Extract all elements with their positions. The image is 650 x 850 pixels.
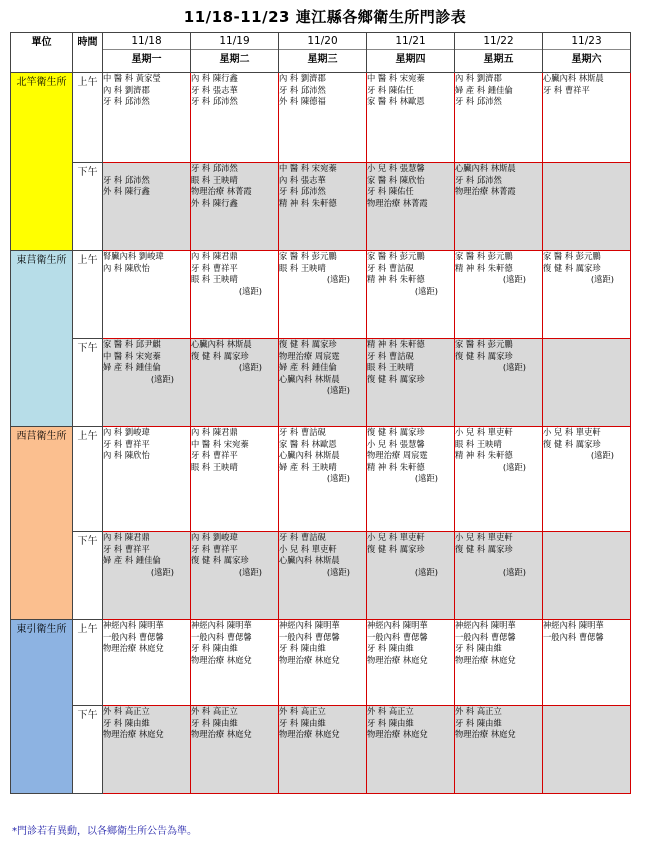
clinic-cell — [543, 339, 631, 427]
clinic-entry: 小 兒 科 單吏軒 — [367, 532, 425, 542]
clinic-entry: 物理治療 林庭兌 — [455, 729, 516, 740]
health-center-name: 東引衛生所 — [11, 620, 73, 794]
clinic-entry: 外 科 高正立 — [191, 706, 238, 716]
day-date: 11/23 — [543, 33, 630, 50]
clinic-entry: 外 科 高正立 — [279, 706, 326, 716]
schedule-row — [11, 427, 631, 532]
clinic-cell — [191, 427, 279, 532]
clinic-cell — [191, 251, 279, 339]
period-morning: 上午 — [73, 620, 103, 706]
clinic-entry: 物理治療 周宸霆 — [367, 450, 428, 461]
health-center-name: 東莒衛生所 — [11, 251, 73, 427]
clinic-entry: 小 兒 科 張慧馨 — [367, 438, 425, 449]
clinic-cell — [543, 251, 631, 339]
clinic-entry: 一般內科 曹偲馨 — [279, 631, 340, 642]
remote-note: (遠距) — [502, 362, 526, 373]
period-morning: 上午 — [73, 251, 103, 339]
clinic-entry: 一般內科 曹偲馨 — [455, 631, 516, 642]
clinic-entry: 外 科 陳行鑫 — [103, 186, 150, 197]
remote-note: (遠距) — [502, 461, 526, 472]
clinic-entry: 家 醫 科 邱尹麒 — [103, 339, 161, 349]
clinic-entry: 復 健 科 厲家珍 — [367, 543, 425, 554]
clinic-cell — [543, 73, 631, 163]
remote-note: (遠距) — [502, 566, 526, 577]
period-morning: 上午 — [73, 427, 103, 532]
period-afternoon: 下午 — [73, 339, 103, 427]
clinic-entry: 牙 科 陳由維 — [455, 717, 502, 728]
clinic-cell — [279, 620, 367, 706]
clinic-entry: 內 科 張志華 — [279, 174, 326, 185]
clinic-cell — [455, 73, 543, 163]
clinic-entry: 精 神 科 朱軒德 — [367, 461, 425, 472]
clinic-entry: 內 科 陳行鑫 — [191, 73, 238, 83]
clinic-entry: 一般內科 曹偲馨 — [543, 631, 604, 642]
clinic-entry: 牙 科 邱沛然 — [455, 174, 502, 185]
clinic-entry: 物理治療 林菁霞 — [367, 197, 428, 208]
clinic-entry: 一般內科 曹偲馨 — [191, 631, 252, 642]
clinic-entry: 眼 科 王映晴 — [367, 362, 414, 373]
header-row — [11, 33, 631, 73]
clinic-entry: 牙 科 邱沛然 — [103, 174, 150, 185]
clinic-cell — [367, 339, 455, 427]
clinic-entry: 物理治療 林庭兌 — [367, 654, 428, 665]
day-header — [191, 33, 279, 73]
clinic-entry: 家 醫 科 彭元鵬 — [455, 339, 513, 349]
clinic-cell — [191, 620, 279, 706]
clinic-entry: 物理治療 林菁霞 — [191, 186, 252, 197]
clinic-cell — [367, 251, 455, 339]
clinic-entry: 婦 產 科 鍾佳倫 — [455, 84, 513, 95]
clinic-entry: 物理治療 林菁霞 — [455, 186, 516, 197]
clinic-entry: 小 兒 科 單吏軒 — [279, 543, 337, 554]
health-center-name: 北竿衛生所 — [11, 73, 73, 251]
clinic-entry: 物理治療 林庭兌 — [279, 729, 340, 740]
schedule-row — [11, 339, 631, 427]
clinic-cell — [455, 163, 543, 251]
clinic-entry: 物理治療 林庭兌 — [103, 643, 164, 654]
clinic-cell — [455, 620, 543, 706]
clinic-cell — [455, 532, 543, 620]
clinic-entry: 外 科 高正立 — [455, 706, 502, 716]
day-date: 11/21 — [367, 33, 454, 50]
clinic-entry: 物理治療 林庭兌 — [367, 729, 428, 740]
day-header — [103, 33, 191, 73]
clinic-entry: 復 健 科 厲家珍 — [367, 427, 425, 437]
clinic-entry — [367, 555, 454, 567]
clinic-entry: 內 科 陳君鼎 — [191, 251, 238, 261]
health-center-name: 西莒衛生所 — [11, 427, 73, 620]
clinic-entry: 復 健 科 厲家珍 — [191, 350, 249, 361]
clinic-entry: 中 醫 科 宋宛蓁 — [279, 163, 337, 173]
clinic-entry: 家 醫 科 彭元鵬 — [455, 251, 513, 261]
clinic-entry: 一般內科 曹偲馨 — [103, 631, 164, 642]
clinic-cell — [367, 706, 455, 794]
remote-note: (遠距) — [150, 373, 174, 384]
day-of-week: 星期四 — [395, 54, 426, 65]
clinic-entry: 內 科 陳欣怡 — [103, 450, 150, 461]
clinic-entry: 牙 科 陳由維 — [279, 717, 326, 728]
clinic-entry: 復 健 科 厲家珍 — [543, 438, 601, 449]
clinic-entry: 心臟內科 林斯晨 — [279, 555, 340, 566]
clinic-entry: 牙 科 曹祥平 — [191, 450, 238, 461]
clinic-cell — [103, 427, 191, 532]
clinic-entry: 牙 科 曹詰硯 — [279, 532, 326, 542]
clinic-entry: 家 醫 科 彭元鵬 — [279, 251, 337, 261]
remote-note: (遠距) — [326, 473, 350, 484]
clinic-entry: 物理治療 周宸霆 — [279, 350, 340, 361]
day-of-week: 星期六 — [571, 54, 602, 65]
clinic-entry: 物理治療 林庭兌 — [103, 729, 164, 740]
clinic-entry: 物理治療 林庭兌 — [191, 654, 252, 665]
remote-note: (遠距) — [414, 473, 438, 484]
day-date: 11/22 — [455, 33, 542, 50]
clinic-entry: 神經內科 陳明華 — [367, 620, 428, 630]
remote-note: (遠距) — [414, 566, 438, 577]
clinic-cell — [191, 163, 279, 251]
clinic-cell — [455, 339, 543, 427]
clinic-entry: 牙 科 陳由維 — [367, 643, 414, 654]
clinic-cell — [279, 163, 367, 251]
clinic-entry: 精 神 科 朱軒德 — [279, 197, 337, 208]
clinic-entry: 外 科 陳德福 — [279, 96, 326, 107]
clinic-cell — [455, 251, 543, 339]
clinic-entry: 精 神 科 朱軒德 — [455, 262, 513, 273]
day-header — [279, 33, 367, 73]
day-date: 11/20 — [279, 33, 366, 50]
schedule-row — [11, 532, 631, 620]
clinic-cell — [279, 251, 367, 339]
period-afternoon: 下午 — [73, 706, 103, 794]
day-of-week: 星期三 — [307, 54, 338, 65]
clinic-entry: 外 科 陳行鑫 — [191, 197, 238, 208]
clinic-cell — [103, 620, 191, 706]
day-date: 11/18 — [103, 33, 190, 50]
remote-note: (遠距) — [590, 450, 614, 461]
clinic-entry: 牙 科 邱沛然 — [191, 96, 238, 107]
clinic-cell — [103, 163, 191, 251]
clinic-entry: 牙 科 曹詰硯 — [279, 427, 326, 437]
clinic-cell — [279, 73, 367, 163]
clinic-entry: 神經內科 陳明華 — [455, 620, 516, 630]
clinic-entry: 小 兒 科 張慧馨 — [367, 163, 425, 173]
clinic-entry: 眼 科 王映晴 — [279, 262, 326, 273]
clinic-entry: 物理治療 林庭兌 — [279, 654, 340, 665]
unit-header: 單位 — [11, 33, 73, 73]
clinic-cell — [103, 251, 191, 339]
clinic-cell — [279, 706, 367, 794]
clinic-entry: 內 科 劉濟郡 — [455, 73, 502, 83]
remote-note: (遠距) — [238, 362, 262, 373]
clinic-cell — [191, 532, 279, 620]
remote-note: (遠距) — [502, 274, 526, 285]
clinic-cell — [279, 339, 367, 427]
clinic-entry: 牙 科 陳由維 — [367, 717, 414, 728]
clinic-entry: 小 兒 科 單吏軒 — [455, 427, 513, 437]
schedule-row — [11, 163, 631, 251]
clinic-entry: 牙 科 曹祥平 — [103, 543, 150, 554]
clinic-entry: 精 神 科 朱軒德 — [367, 274, 425, 285]
clinic-entry: 內 科 劉濟郡 — [103, 84, 150, 95]
period-afternoon: 下午 — [73, 163, 103, 251]
day-date: 11/19 — [191, 33, 278, 50]
clinic-entry — [103, 163, 190, 175]
schedule-row — [11, 706, 631, 794]
clinic-cell — [543, 532, 631, 620]
clinic-entry: 中 醫 科 宋宛蓁 — [191, 438, 249, 449]
clinic-entry: 牙 科 陳由維 — [103, 717, 150, 728]
clinic-cell — [103, 532, 191, 620]
clinic-entry: 復 健 科 厲家珍 — [543, 262, 601, 273]
clinic-entry: 復 健 科 厲家珍 — [455, 543, 513, 554]
clinic-entry: 內 科 陳君鼎 — [103, 532, 150, 542]
clinic-entry: 內 科 劉峻瑋 — [191, 532, 238, 542]
clinic-entry: 內 科 陳欣怡 — [103, 262, 150, 273]
clinic-entry: 家 醫 科 彭元鵬 — [367, 251, 425, 261]
clinic-cell — [543, 620, 631, 706]
clinic-entry: 中 醫 科 黃家瑩 — [103, 73, 161, 83]
clinic-cell — [367, 532, 455, 620]
clinic-entry: 牙 科 邱沛然 — [191, 163, 238, 173]
clinic-entry: 家 醫 科 陳欣怡 — [367, 174, 425, 185]
clinic-cell — [543, 163, 631, 251]
schedule-row — [11, 620, 631, 706]
remote-note: (遠距) — [238, 285, 262, 296]
clinic-entry: 精 神 科 朱軒德 — [367, 339, 425, 349]
clinic-entry: 婦 產 科 鍾佳倫 — [103, 362, 161, 373]
remote-note: (遠距) — [326, 566, 350, 577]
remote-note: (遠距) — [414, 285, 438, 296]
clinic-entry: 眼 科 王映晴 — [191, 274, 238, 285]
clinic-entry: 神經內科 陳明華 — [103, 620, 164, 630]
clinic-entry: 牙 科 陳由維 — [455, 643, 502, 654]
clinic-entry: 眼 科 王映晴 — [455, 438, 502, 449]
clinic-entry: 神經內科 陳明華 — [279, 620, 340, 630]
clinic-entry: 眼 科 王映晴 — [191, 461, 238, 472]
clinic-entry: 小 兒 科 單吏軒 — [455, 532, 513, 542]
period-afternoon: 下午 — [73, 532, 103, 620]
clinic-entry: 牙 科 邱沛然 — [455, 96, 502, 107]
schedule-row — [11, 73, 631, 163]
clinic-entry: 神經內科 陳明華 — [191, 620, 252, 630]
clinic-entry: 牙 科 邱沛然 — [279, 186, 326, 197]
clinic-entry: 牙 科 曹詰硯 — [367, 262, 414, 273]
clinic-entry: 外 科 高正立 — [103, 706, 150, 716]
clinic-entry: 牙 科 曹詰硯 — [367, 350, 414, 361]
day-header — [455, 33, 543, 73]
clinic-cell — [367, 163, 455, 251]
clinic-cell — [279, 427, 367, 532]
clinic-cell — [543, 427, 631, 532]
clinic-entry: 復 健 科 厲家珍 — [455, 350, 513, 361]
clinic-entry: 牙 科 邱沛然 — [103, 96, 150, 107]
remote-note: (遠距) — [590, 274, 614, 285]
clinic-entry: 牙 科 曹祥平 — [191, 543, 238, 554]
clinic-entry: 復 健 科 厲家珍 — [279, 339, 337, 349]
clinic-cell — [103, 73, 191, 163]
clinic-entry: 內 科 陳君鼎 — [191, 427, 238, 437]
schedule-table — [10, 32, 631, 794]
clinic-entry: 牙 科 陳由維 — [191, 643, 238, 654]
remote-note: (遠距) — [238, 566, 262, 577]
clinic-cell — [455, 706, 543, 794]
clinic-cell — [191, 73, 279, 163]
clinic-entry: 中 醫 科 宋宛蓁 — [103, 350, 161, 361]
clinic-entry: 婦 產 科 王映晴 — [279, 461, 337, 472]
clinic-entry: 牙 科 曹祥平 — [103, 438, 150, 449]
clinic-entry: 神經內科 陳明華 — [543, 620, 604, 630]
day-header — [543, 33, 631, 73]
clinic-entry: 一般內科 曹偲馨 — [367, 631, 428, 642]
clinic-entry — [455, 555, 542, 567]
clinic-entry: 牙 科 張志華 — [191, 84, 238, 95]
clinic-cell — [455, 427, 543, 532]
clinic-entry: 牙 科 陳由維 — [279, 643, 326, 654]
clinic-entry: 內 科 劉峻瑋 — [103, 427, 150, 437]
clinic-entry: 婦 產 科 鍾佳倫 — [103, 555, 161, 566]
clinic-entry: 物理治療 林庭兌 — [455, 654, 516, 665]
clinic-entry: 內 科 劉濟郡 — [279, 73, 326, 83]
clinic-cell — [103, 339, 191, 427]
day-header — [367, 33, 455, 73]
remote-note: (遠距) — [150, 566, 174, 577]
schedule-row — [11, 251, 631, 339]
clinic-cell — [103, 706, 191, 794]
period-morning: 上午 — [73, 73, 103, 163]
clinic-entry: 外 科 高正立 — [367, 706, 414, 716]
clinic-entry: 牙 科 陳佑任 — [367, 84, 414, 95]
clinic-entry: 家 醫 科 林歐恩 — [367, 96, 425, 107]
clinic-entry: 復 健 科 厲家珍 — [367, 373, 425, 384]
clinic-entry: 眼 科 王映晴 — [191, 174, 238, 185]
remote-note: (遠距) — [326, 274, 350, 285]
remote-note: (遠距) — [326, 385, 350, 396]
clinic-cell — [191, 339, 279, 427]
clinic-entry: 牙 科 曹祥平 — [191, 262, 238, 273]
clinic-cell — [367, 620, 455, 706]
clinic-entry: 精 神 科 朱軒德 — [455, 450, 513, 461]
clinic-entry: 復 健 科 厲家珍 — [191, 555, 249, 566]
day-of-week: 星期五 — [483, 54, 514, 65]
clinic-entry: 婦 產 科 鍾佳倫 — [279, 362, 337, 373]
clinic-entry: 牙 科 陳由維 — [191, 717, 238, 728]
clinic-entry: 牙 科 陳佑任 — [367, 186, 414, 197]
clinic-entry: 牙 科 邱沛然 — [279, 84, 326, 95]
footnote: *門診若有異動，以各鄉衛生所公告為準。 — [12, 826, 197, 837]
page-title: 11/18-11/23 連江縣各鄉衛生所門診表 — [183, 8, 467, 26]
clinic-entry: 心臟內科 林斯晨 — [279, 373, 340, 384]
clinic-entry: 家 醫 科 林歐恩 — [279, 438, 337, 449]
clinic-entry: 心臟內科 林斯晨 — [455, 163, 516, 173]
clinic-cell — [191, 706, 279, 794]
clinic-cell — [279, 532, 367, 620]
day-of-week: 星期二 — [219, 54, 250, 65]
clinic-entry: 心臟內科 林斯晨 — [191, 339, 252, 349]
clinic-entry: 家 醫 科 彭元鵬 — [543, 251, 601, 261]
clinic-entry: 心臟內科 林斯晨 — [543, 73, 604, 83]
clinic-cell — [543, 706, 631, 794]
day-of-week: 星期一 — [131, 54, 162, 65]
time-header: 時間 — [73, 33, 103, 73]
clinic-entry: 小 兒 科 單吏軒 — [543, 427, 601, 437]
clinic-entry: 物理治療 林庭兌 — [191, 729, 252, 740]
clinic-entry: 腎臟內科 劉峻瑋 — [103, 251, 164, 261]
clinic-cell — [367, 73, 455, 163]
clinic-entry: 牙 科 曹祥平 — [543, 84, 590, 95]
clinic-cell — [367, 427, 455, 532]
clinic-entry: 心臟內科 林斯晨 — [279, 450, 340, 461]
clinic-entry: 中 醫 科 宋宛蓁 — [367, 73, 425, 83]
